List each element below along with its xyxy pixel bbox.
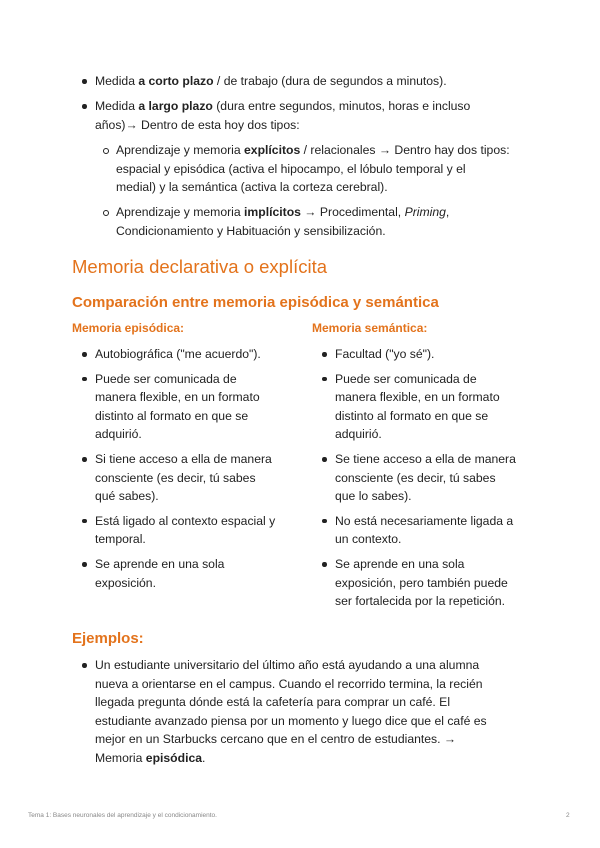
list-item-line: que lo sabes). <box>335 489 412 504</box>
example-line: llegada pregunta dónde está la cafetería para comprar un café. El <box>95 695 451 709</box>
list-item-line: Se aprende en una sola <box>95 557 225 572</box>
short-term-bullet: Medida a corto plazo / de trabajo (dura de segundos a minutos). <box>95 72 565 91</box>
bullet-dot <box>82 377 87 382</box>
list-item-line: exposición. <box>95 575 156 590</box>
episodic-list <box>95 345 305 592</box>
semantic-heading: Memoria semántica: <box>312 321 428 335</box>
example-conclusion: Memoria episódica. <box>95 750 206 765</box>
list-item-line: Está ligado al contexto espacial y <box>95 513 276 528</box>
list-item-line: temporal. <box>95 532 146 547</box>
list-item-line: manera flexible, en un formato <box>335 390 500 405</box>
explicit-sub-bullet: Aprendizaje y memoria explícitos / relacionales → Dentro hay dos tipos: espacial y episódica (activa el hipocampo, el lóbulo temporal y el medial) y la semántica (activa la corteza cerebral). <box>116 141 566 197</box>
semantic-list-item <box>335 555 550 611</box>
episodic-heading: Memoria episódica: <box>72 321 185 335</box>
bullet-dot <box>322 377 327 382</box>
list-item-line: un contexto. <box>335 532 402 547</box>
semantic-list-item <box>335 370 550 444</box>
list-item-line: adquirió. <box>335 427 382 442</box>
semantic-list-item <box>335 512 550 549</box>
list-item-line: Si tiene acceso a ella de manera <box>95 452 272 467</box>
sub-bullet-ring <box>103 148 109 154</box>
list-item-line: consciente (es decir, tú sabes <box>95 470 256 485</box>
example-bullet <box>95 656 565 767</box>
list-item-line: manera flexible, en un formato <box>95 390 260 405</box>
bullet-dot <box>82 519 87 524</box>
bullet-dot <box>322 562 327 567</box>
section-title: Memoria declarativa o explícita <box>72 256 327 277</box>
bullet-dot <box>82 457 87 462</box>
list-item-line: Autobiográfica ("me acuerdo"). <box>95 347 261 361</box>
bullet-dot <box>322 519 327 524</box>
bullet-dot <box>322 457 327 462</box>
implicit-sub-bullet: Aprendizaje y memoria implícitos → Procedimental, Priming, Condicionamiento y Habituación y sensibilización. <box>116 203 566 240</box>
list-item-line: Facultad ("yo sé"). <box>335 347 435 361</box>
bullet-dot <box>82 562 87 567</box>
list-item-line: exposición, pero también puede <box>335 575 508 590</box>
list-item-line: Se aprende en una sola <box>335 557 465 572</box>
list-item-line: ser fortalecida por la repetición. <box>335 594 506 609</box>
episodic-list-item <box>95 512 305 549</box>
episodic-list-item <box>95 450 305 506</box>
footer-text: Tema 1: Bases neuronales del aprendizaje y el condicionamiento. <box>28 812 217 819</box>
list-item-line: Puede ser comunicada de <box>335 371 477 386</box>
long-term-bullet: Medida a largo plazo (dura entre segundos, minutos, horas e incluso años)→ Dentro de esta hoy dos tipos: <box>95 97 565 134</box>
example-line: estudiante avanzado piensa por un momento y luego dice que el café es <box>95 713 487 728</box>
semantic-list-item <box>335 450 550 506</box>
semantic-list <box>335 345 550 611</box>
bullet-dot <box>322 352 327 357</box>
list-item-line: consciente (es decir, tú sabes <box>335 470 496 485</box>
semantic-list-item <box>335 345 550 364</box>
page-number: 2 <box>566 812 570 819</box>
list-item-line: Puede ser comunicada de <box>95 371 237 386</box>
bullet-dot <box>82 352 87 357</box>
bullet-dot <box>82 663 87 668</box>
list-item-line: distinto al formato en que se <box>335 408 489 423</box>
example-line: Un estudiante universitario del último año está ayudando a una alumna <box>95 658 480 672</box>
list-item-line: No está necesariamente ligada a <box>335 513 514 528</box>
sub-bullet-ring <box>103 210 109 216</box>
list-item-line: qué sabes). <box>95 489 159 504</box>
bullet-dot <box>82 79 87 84</box>
example-line: nueva a orientarse en el campus. Cuando el recorrido termina, la recién <box>95 676 483 691</box>
example-line: mejor en un Starbucks cercano que en el centro de estudiantes. → <box>95 732 457 746</box>
examples-heading: Ejemplos: <box>72 630 144 647</box>
episodic-list-item <box>95 370 305 444</box>
episodic-list-item <box>95 345 305 364</box>
bullet-dot <box>82 104 87 109</box>
list-item-line: distinto al formato en que se <box>95 408 249 423</box>
list-item-line: Se tiene acceso a ella de manera <box>335 452 516 467</box>
subsection-title: Comparación entre memoria episódica y semántica <box>72 294 439 311</box>
list-item-line: adquirió. <box>95 427 142 442</box>
episodic-list-item <box>95 555 305 592</box>
